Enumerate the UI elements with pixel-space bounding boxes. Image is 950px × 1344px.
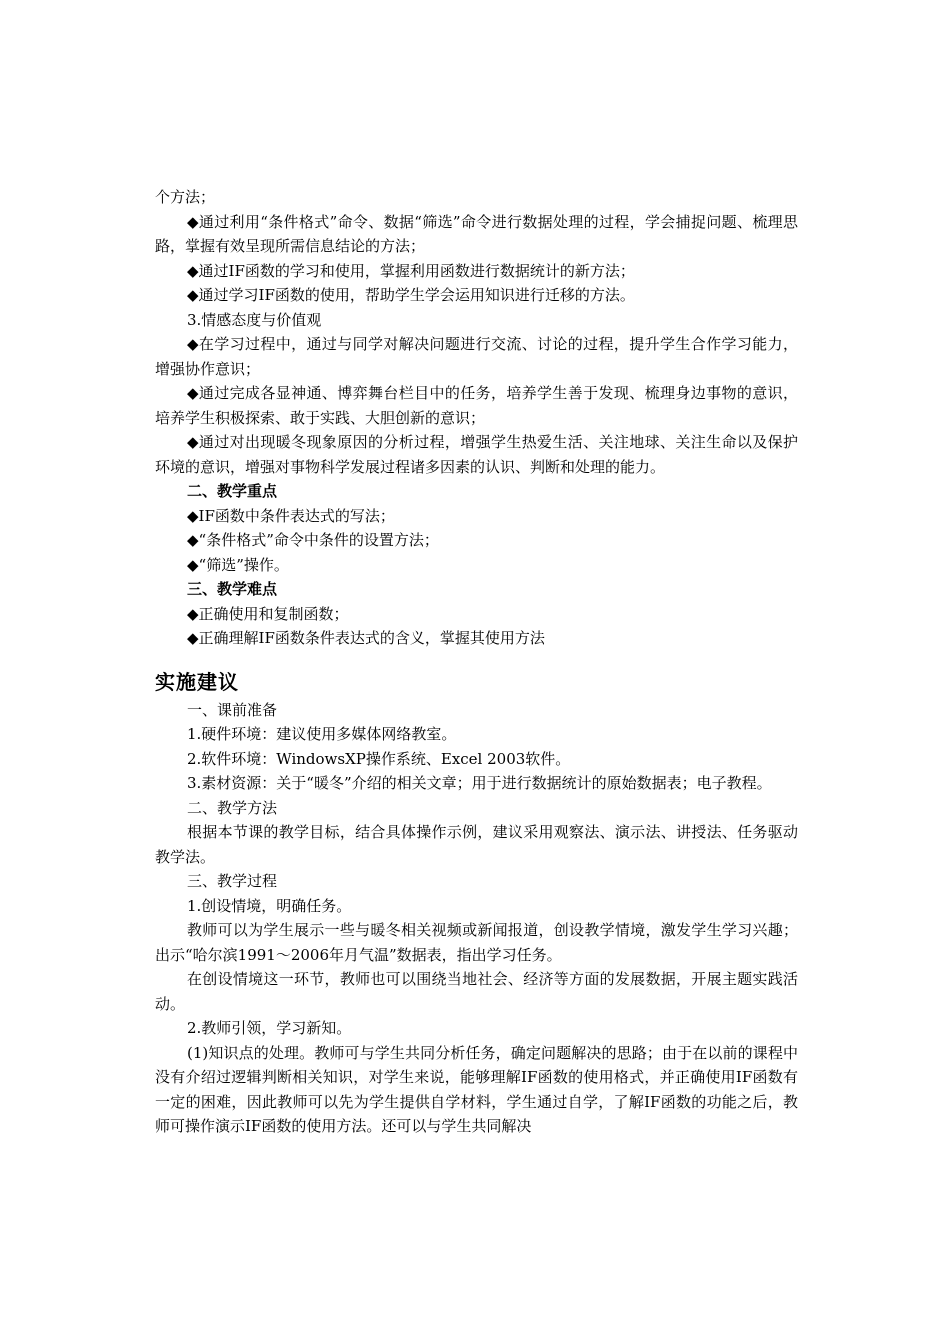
bullet-paragraph: ◆通过完成各显神通、博弈舞台栏目中的任务，培养学生善于发现、梳理身边事物的意识，培养学生积极探索、敢于实践、大胆创新的意识；	[155, 384, 798, 427]
bullet-paragraph: ◆在学习过程中，通过与同学对解决问题进行交流、讨论的过程，提升学生合作学习能力，增强协作意识；	[155, 335, 798, 378]
paragraph: 在创设情境这一环节，教师也可以围绕当地社会、经济等方面的发展数据，开展主题实践活动。	[155, 970, 798, 1013]
paragraph: 1.硬件环境：建议使用多媒体网络教室。	[187, 725, 457, 743]
paragraph-continuation: 个方法；	[155, 188, 216, 206]
paragraph: 教师可以为学生展示一些与暖冬相关视频或新闻报道，创设教学情境，激发学生学习兴趣；出示“哈尔滨1991～2006年月气温”数据表，指出学习任务。	[155, 921, 798, 964]
bullet-paragraph: ◆通过对出现暖冬现象原因的分析过程，增强学生热爱生活、关注地球、关注生命以及保护环境的意识，增强对事物科学发展过程诸多因素的认识、判断和处理的能力。	[155, 433, 798, 476]
subheading-attitude-values: 3.情感态度与价值观	[187, 310, 322, 329]
bullet-paragraph: ◆IF函数中条件表达式的写法；	[187, 506, 395, 525]
paragraph: 2.软件环境：WindowsXP操作系统、Excel 2003软件。	[187, 749, 571, 768]
heading-teaching-focus: 二、教学重点	[187, 482, 278, 500]
subheading-process: 三、教学过程	[187, 872, 278, 890]
bullet-paragraph: ◆正确使用和复制函数；	[187, 604, 349, 623]
paragraph: 2.教师引领，学习新知。	[187, 1019, 352, 1037]
bullet-paragraph: ◆通过利用“条件格式”命令、数据“筛选”命令进行数据处理的过程，学会捕捉问题、梳理思路，掌握有效呈现所需信息结论的方法；	[155, 212, 798, 255]
section-title: 实施建议	[155, 669, 239, 694]
bullet-paragraph: ◆“筛选”操作。	[187, 555, 289, 574]
paragraph: (1)知识点的处理。教师可与学生共同分析任务，确定问题解决的思路；由于在以前的课程中没有介绍过逻辑判断相关知识，对学生来说，能够理解IF函数的使用格式，并正确使用IF函数有一定的困难，因此教师可以先为学生提供自学材料，学生通过自学，了解IF函数的功能之后，教师可操作演示IF函数的使用方法。还可以与学生共同解决	[155, 1043, 798, 1135]
bullet-paragraph: ◆通过学习IF函数的使用，帮助学生学会运用知识进行迁移的方法。	[187, 286, 635, 304]
bullet-paragraph: ◆通过IF函数的学习和使用，掌握利用函数进行数据统计的新方法；	[187, 261, 635, 280]
paragraph: 3.素材资源：关于“暖冬”介绍的相关文章；用于进行数据统计的原始数据表；电子教程。	[187, 774, 772, 792]
subheading-preparation: 一、课前准备	[187, 700, 278, 719]
paragraph: 1.创设情境，明确任务。	[187, 896, 352, 915]
document-page	[155, 185, 798, 1139]
bullet-paragraph: ◆“条件格式”命令中条件的设置方法；	[187, 531, 439, 549]
bullet-paragraph: ◆正确理解IF函数条件表达式的含义，掌握其使用方法	[187, 629, 545, 647]
paragraph: 根据本节课的教学目标，结合具体操作示例，建议采用观察法、演示法、讲授法、任务驱动教学法。	[155, 823, 798, 866]
subheading-method: 二、教学方法	[187, 798, 278, 817]
heading-teaching-difficulty: 三、教学难点	[187, 580, 278, 598]
